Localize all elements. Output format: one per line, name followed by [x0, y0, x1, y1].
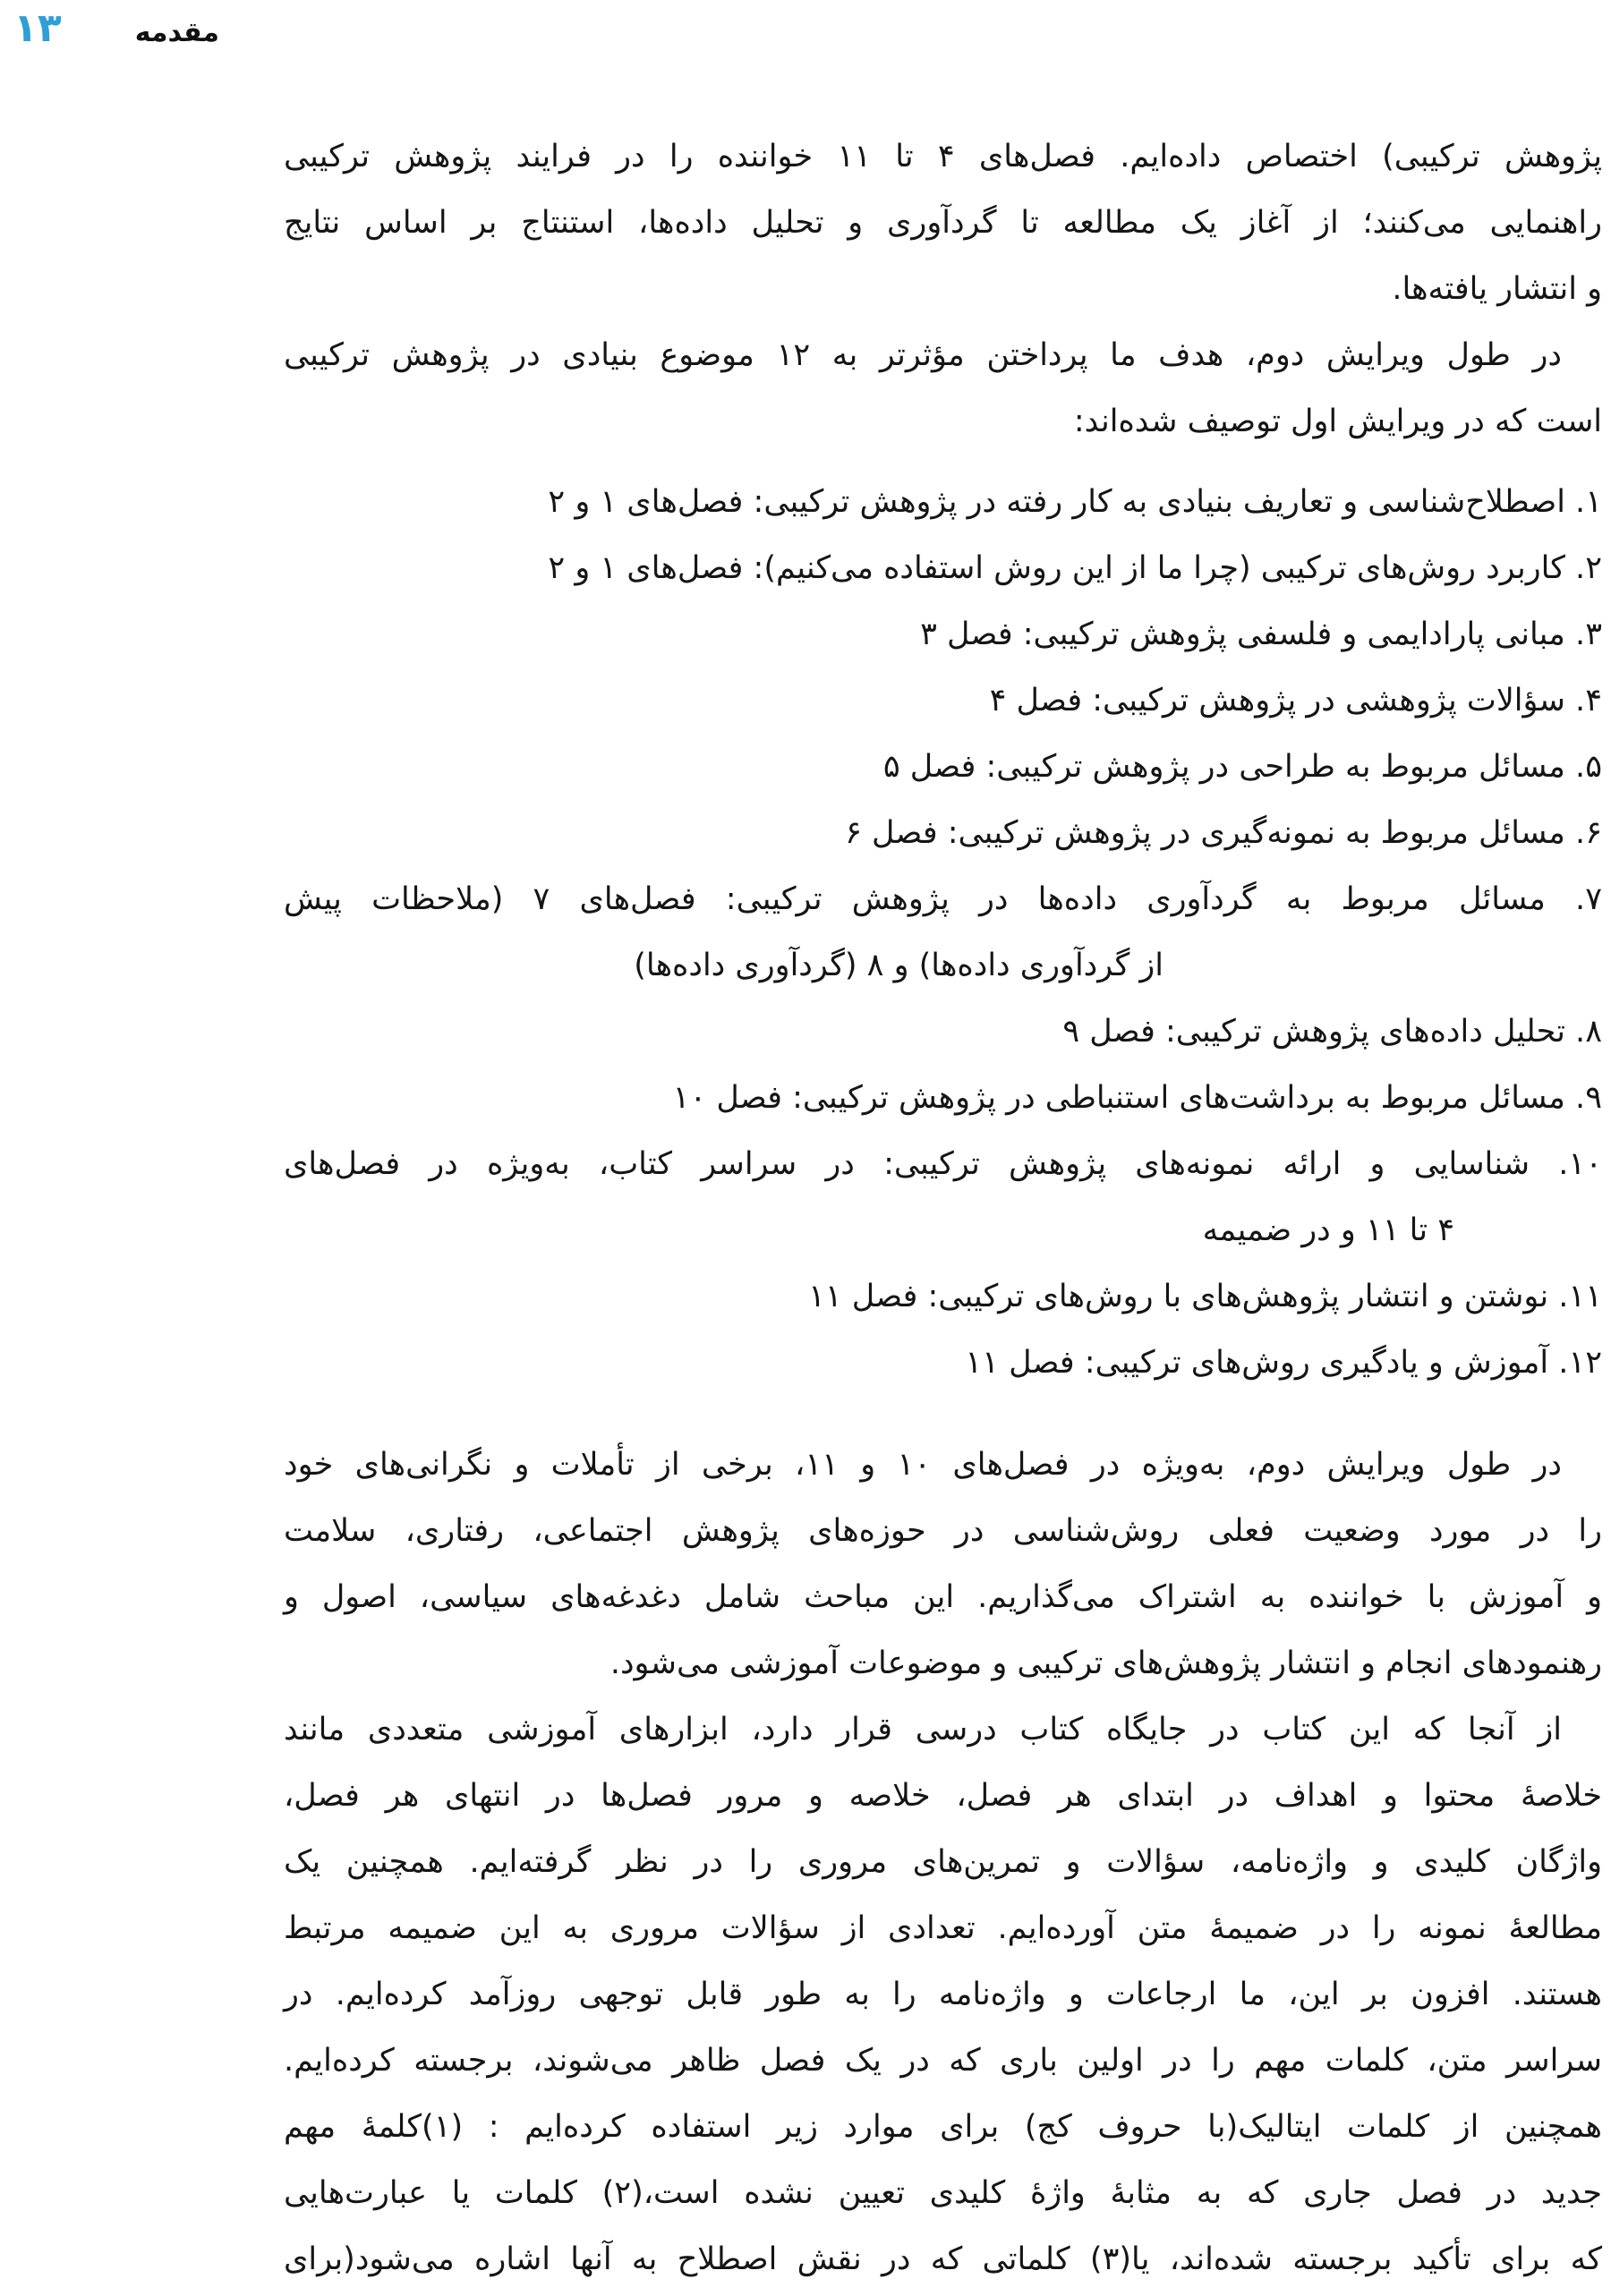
paragraph	[284, 322, 1602, 455]
list-item-line: ۷. مسائل مربوط به گردآوری داده‌ها در پژوهش ترکیبی: فصل‌های ۷ (ملاحظات پیش	[284, 881, 1602, 917]
text-line: در طول ویرایش دوم، هدف ما پرداختن مؤثرتر به ۱۲ موضوع بنیادی در پژوهش ترکیبی	[284, 337, 1562, 373]
text-line: است که در ویرایش اول توصیف شده‌اند:	[1073, 404, 1602, 439]
list-item-line: ۵. مسائل مربوط به طراحی در پژوهش ترکیبی: فصل ۵	[882, 749, 1602, 785]
list-item	[284, 800, 1602, 866]
list-item	[284, 866, 1602, 999]
list-item-line: ۴ تا ۱۱ و در ضمیمه	[1202, 1212, 1454, 1248]
text-line: مطالعهٔ نمونه را در ضمیمهٔ متن آورده‌ایم. تعدادی از سؤالات مروری به این ضمیمه مرتبط	[284, 1910, 1602, 1946]
text-line: واژگان کلیدی و واژه‌نامه، سؤالات و تمرین‌های مروری را در نظر گرفته‌ایم. همچنین یک	[284, 1844, 1602, 1880]
list-item-line: ۱. اصطلاح‌شناسی و تعاریف بنیادی به کار رفته در پژوهش ترکیبی: فصل‌های ۱ و ۲	[548, 484, 1602, 520]
list-item-line: ۳. مبانی پارادایمی و فلسفی پژوهش ترکیبی: فصل ۳	[920, 617, 1602, 652]
list-item	[284, 1065, 1602, 1131]
numbered-list	[284, 469, 1602, 1396]
paragraph	[284, 123, 1602, 322]
list-item	[284, 999, 1602, 1065]
text-line: پژوهش ترکیبی) اختصاص داده‌ایم. فصل‌های ۴ تا ۱۱ خواننده را در فرایند پژوهش ترکیبی	[284, 139, 1602, 174]
list-item-line: ۹. مسائل مربوط به برداشت‌های استنباطی در پژوهش ترکیبی: فصل ۱۰	[672, 1080, 1602, 1116]
list-item	[284, 1263, 1602, 1330]
list-item	[284, 1330, 1602, 1396]
text-line: هستند. افزون بر این، ما ارجاعات و واژه‌نامه را به طور قابل توجهی روزآمد کرده‌ایم. در	[284, 1977, 1602, 2012]
list-item	[284, 601, 1602, 668]
page-body	[284, 123, 1602, 2292]
list-item-line: ۸. تحلیل داده‌های پژوهش ترکیبی: فصل ۹	[1062, 1014, 1602, 1050]
text-line: که برای تأکید برجسته شده‌اند، یا(۳) کلماتی که در نقش اصطلاح به آنها اشاره می‌شود(برای	[284, 2241, 1602, 2277]
list-item	[284, 1131, 1602, 1263]
list-item-line: ۲. کاربرد روش‌های ترکیبی (چرا ما از این روش استفاده می‌کنیم): فصل‌های ۱ و ۲	[548, 550, 1602, 586]
running-header-title: مقدمه	[134, 17, 219, 48]
page-number: ۱۳	[13, 5, 62, 51]
list-item	[284, 734, 1602, 800]
text-line: خلاصهٔ محتوا و اهداف در ابتدای هر فصل، خلاصه و مرور فصل‌ها در انتهای هر فصل،	[284, 1778, 1602, 1814]
list-item-line: ۶. مسائل مربوط به نمونه‌گیری در پژوهش ترکیبی: فصل ۶	[845, 815, 1602, 851]
paragraph	[284, 1432, 1602, 1696]
list-item-line: از گردآوری داده‌ها) و ۸ (گردآوری داده‌ها)	[634, 948, 1164, 983]
list-item-line: ۱۲. آموزش و یادگیری روش‌های ترکیبی: فصل ۱۱	[965, 1345, 1602, 1381]
list-item	[284, 469, 1602, 535]
text-line: همچنین از کلمات ایتالیک(با حروف کج) برای موارد زیر استفاده کرده‌ایم : (۱)کلمهٔ مهم	[284, 2109, 1603, 2145]
running-header	[13, 5, 219, 51]
text-line: را در مورد وضعیت فعلی روش‌شناسی در حوزه‌های پژوهش اجتماعی، رفتاری، سلامت	[284, 1513, 1602, 1549]
text-line: و انتشار یافته‌ها.	[1392, 271, 1602, 307]
text-line: و آموزش با خواننده به اشتراک می‌گذاریم. این مباحث شامل دغدغه‌های سیاسی، اصول و	[284, 1579, 1602, 1615]
text-line: رهنمودهای انجام و انتشار پژوهش‌های ترکیبی و موضوعات آموزشی می‌شود.	[609, 1645, 1602, 1681]
list-item-line: ۴. سؤالات پژوهشی در پژوهش ترکیبی: فصل ۴	[989, 683, 1602, 719]
text-line: از آنجا که این کتاب در جایگاه کتاب درسی قرار دارد، ابزارهای آموزشی متعددی مانند	[284, 1712, 1562, 1748]
list-item-line: ۱۱. نوشتن و انتشار پژوهش‌های با روش‌های ترکیبی: فصل ۱۱	[808, 1279, 1602, 1314]
list-item	[284, 668, 1602, 734]
text-line: جدید در فصل جاری که به مثابهٔ واژهٔ کلیدی تعیین نشده است،(۲) کلمات یا عبارت‌هایی	[284, 2175, 1603, 2211]
list-item	[284, 535, 1602, 601]
paragraph	[284, 1696, 1602, 2292]
text-line: سراسر متن، کلمات مهم را در اولین باری که در یک فصل ظاهر می‌شوند، برجسته کرده‌ایم.	[284, 2043, 1602, 2079]
list-item-line: ۱۰. شناسایی و ارائه نمونه‌های پژوهش ترکیبی: در سراسر کتاب، به‌ویژه در فصل‌های	[284, 1146, 1602, 1182]
text-line: راهنمایی می‌کنند؛ از آغاز یک مطالعه تا گردآوری و تحلیل داده‌ها، استنتاج بر اساس نتایج	[284, 205, 1602, 241]
text-line: در طول ویرایش دوم، به‌ویژه در فصل‌های ۱۰ و ۱۱، برخی از تأملات و نگرانی‌های خود	[284, 1447, 1563, 1483]
